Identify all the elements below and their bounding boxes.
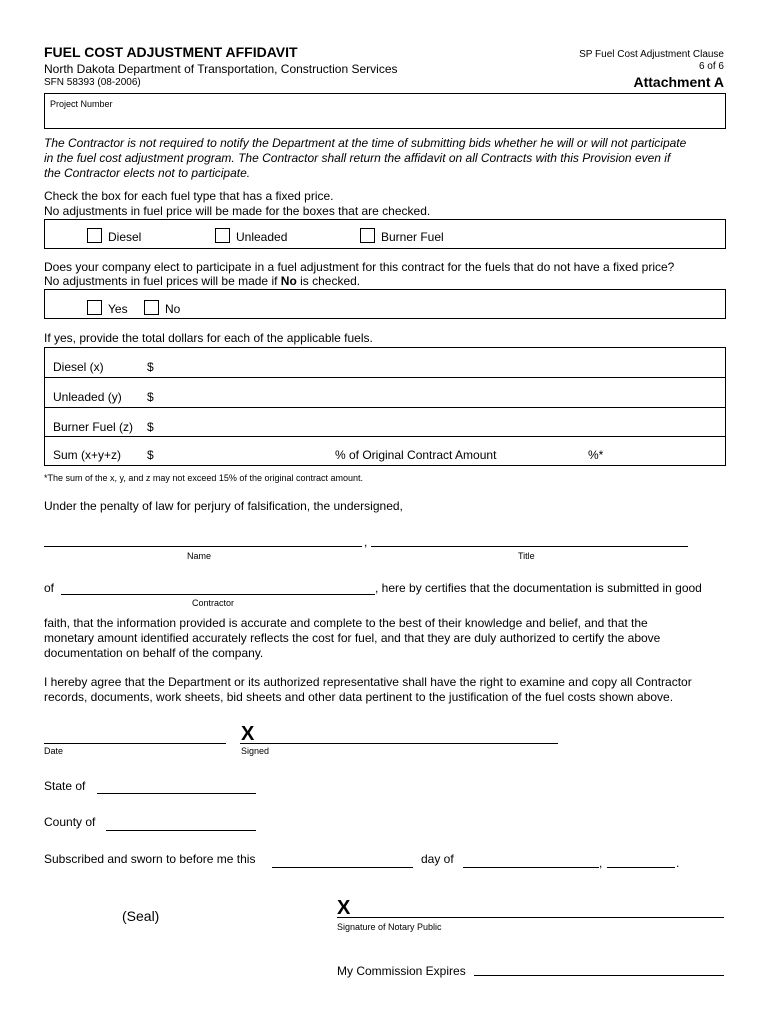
agree-line-2: records, documents, work sheets, bid sheets and other data pertinent to the justification of the fuel costs shown above. <box>44 690 674 704</box>
county-field[interactable] <box>106 830 256 831</box>
row-divider <box>45 407 725 408</box>
name-field[interactable] <box>44 546 362 547</box>
intro-line-1: The Contractor is not required to notify the Department at the time of submitting bids whether he will or will not participate <box>44 136 687 150</box>
participate-question: Does your company elect to participate in a fuel adjustment for this contract for the fuels that do not have a fixed price? <box>44 260 675 274</box>
attachment-label: Attachment A <box>633 74 724 90</box>
commission-field[interactable] <box>474 975 724 976</box>
burner-fuel-checkbox[interactable] <box>360 228 444 244</box>
diesel-row-label: Diesel (x) <box>53 360 104 374</box>
sworn-day-field[interactable] <box>272 867 413 868</box>
notary-signature-field[interactable] <box>337 917 724 918</box>
checkbox-icon <box>87 228 102 243</box>
row-divider <box>45 377 725 378</box>
signature-x-mark: X <box>241 723 255 745</box>
diesel-checkbox[interactable] <box>87 228 141 244</box>
burner-fuel-row-label: Burner Fuel (z) <box>53 420 134 434</box>
fixed-price-box <box>44 219 726 249</box>
clause-label: SP Fuel Cost Adjustment Clause <box>579 49 724 60</box>
no-checkbox[interactable] <box>144 300 180 316</box>
department-name: North Dakota Department of Transportation, Construction Services <box>44 62 398 76</box>
percent-suffix: %* <box>588 448 604 462</box>
participate-note <box>44 274 360 288</box>
diesel-currency: $ <box>147 360 154 374</box>
burner-fuel-label: Burner Fuel <box>381 230 444 244</box>
name-title-comma: , <box>364 535 368 549</box>
participate-note-bold: No <box>280 274 297 288</box>
percent-label: % of Original Contract Amount <box>335 448 497 462</box>
commission-label: My Commission Expires <box>337 964 466 978</box>
date-label: Date <box>44 746 64 756</box>
title-label: Title <box>518 551 535 561</box>
sworn-period: . <box>676 856 680 870</box>
checkbox-icon <box>87 300 102 315</box>
fixed-price-instruction-1: Check the box for each fuel type that has a fixed price. <box>44 189 334 203</box>
of-label: of <box>44 581 55 595</box>
unleaded-label: Unleaded <box>236 230 288 244</box>
diesel-amount-field[interactable] <box>160 352 720 376</box>
fuel-table <box>44 347 726 466</box>
intro-line-3: the Contractor elects not to participate. <box>44 166 251 180</box>
yes-label: Yes <box>108 302 128 316</box>
project-number-field[interactable] <box>44 93 726 129</box>
sworn-month-field[interactable] <box>463 867 599 868</box>
sum-amount-field[interactable] <box>160 440 330 462</box>
participate-note-prefix: No adjustments in fuel prices will be made if <box>44 274 281 288</box>
sworn-label: Subscribed and sworn to before me this <box>44 852 256 866</box>
date-field[interactable] <box>44 743 226 744</box>
no-label: No <box>165 302 181 316</box>
burner-fuel-amount-field[interactable] <box>160 411 720 435</box>
participate-box <box>44 289 726 319</box>
sum-row-label: Sum (x+y+z) <box>53 448 122 462</box>
signed-field[interactable] <box>240 743 558 744</box>
diesel-label: Diesel <box>108 230 142 244</box>
row-divider <box>45 436 725 437</box>
faith-line-1: faith, that the information provided is accurate and complete to the best of their knowledge and belief, and that the <box>44 616 648 630</box>
faith-line-3: documentation on behalf of the company. <box>44 646 264 660</box>
certifies-text: , here by certifies that the documentation is submitted in good <box>375 581 702 595</box>
contractor-field[interactable] <box>61 594 375 595</box>
unleaded-row-label: Unleaded (y) <box>53 390 122 404</box>
faith-line-2: monetary amount identified accurately reflects the cost for fuel, and that they are duly authorized to certify the above <box>44 631 661 645</box>
fuel-table-footnote: *The sum of the x, y, and z may not exceed 15% of the original contract amount. <box>44 473 364 483</box>
title-field[interactable] <box>371 546 688 547</box>
intro-line-2: in the fuel cost adjustment program. The Contractor shall return the affidavit on all Contracts with this Provision even if <box>44 151 671 165</box>
contractor-label: Contractor <box>192 598 235 608</box>
fixed-price-instruction-2: No adjustments in fuel price will be made for the boxes that are checked. <box>44 204 431 218</box>
name-label: Name <box>187 551 212 561</box>
unleaded-currency: $ <box>147 390 154 404</box>
state-label: State of <box>44 779 86 793</box>
checkbox-icon <box>144 300 159 315</box>
unleaded-checkbox[interactable] <box>215 228 287 244</box>
page-number: 6 of 6 <box>698 61 724 72</box>
day-of-label: day of <box>421 852 454 866</box>
unleaded-amount-field[interactable] <box>160 381 720 405</box>
sum-currency: $ <box>147 448 154 462</box>
agree-line-1: I hereby agree that the Department or its authorized representative shall have the right to examine and copy all Contractor <box>44 675 692 689</box>
yes-checkbox[interactable] <box>87 300 128 316</box>
sworn-year-field[interactable] <box>607 867 675 868</box>
notary-signature-label: Signature of Notary Public <box>337 922 442 932</box>
form-number: SFN 58393 (08-2006) <box>44 77 141 88</box>
penalty-text: Under the penalty of law for perjury of falsification, the undersigned, <box>44 499 403 513</box>
percent-field[interactable] <box>515 440 585 462</box>
signed-label: Signed <box>241 746 270 756</box>
county-label: County of <box>44 815 96 829</box>
sworn-comma: , <box>599 856 603 870</box>
project-number-label: Project Number <box>50 99 113 109</box>
notary-x-mark: X <box>337 897 351 919</box>
form-title: FUEL COST ADJUSTMENT AFFIDAVIT <box>44 44 298 60</box>
checkbox-icon <box>360 228 375 243</box>
participate-note-suffix: is checked. <box>296 274 361 288</box>
fuel-table-instruction: If yes, provide the total dollars for each of the applicable fuels. <box>44 331 373 345</box>
seal-label: (Seal) <box>122 908 160 924</box>
checkbox-icon <box>215 228 230 243</box>
burner-fuel-currency: $ <box>147 420 154 434</box>
state-field[interactable] <box>97 793 256 794</box>
